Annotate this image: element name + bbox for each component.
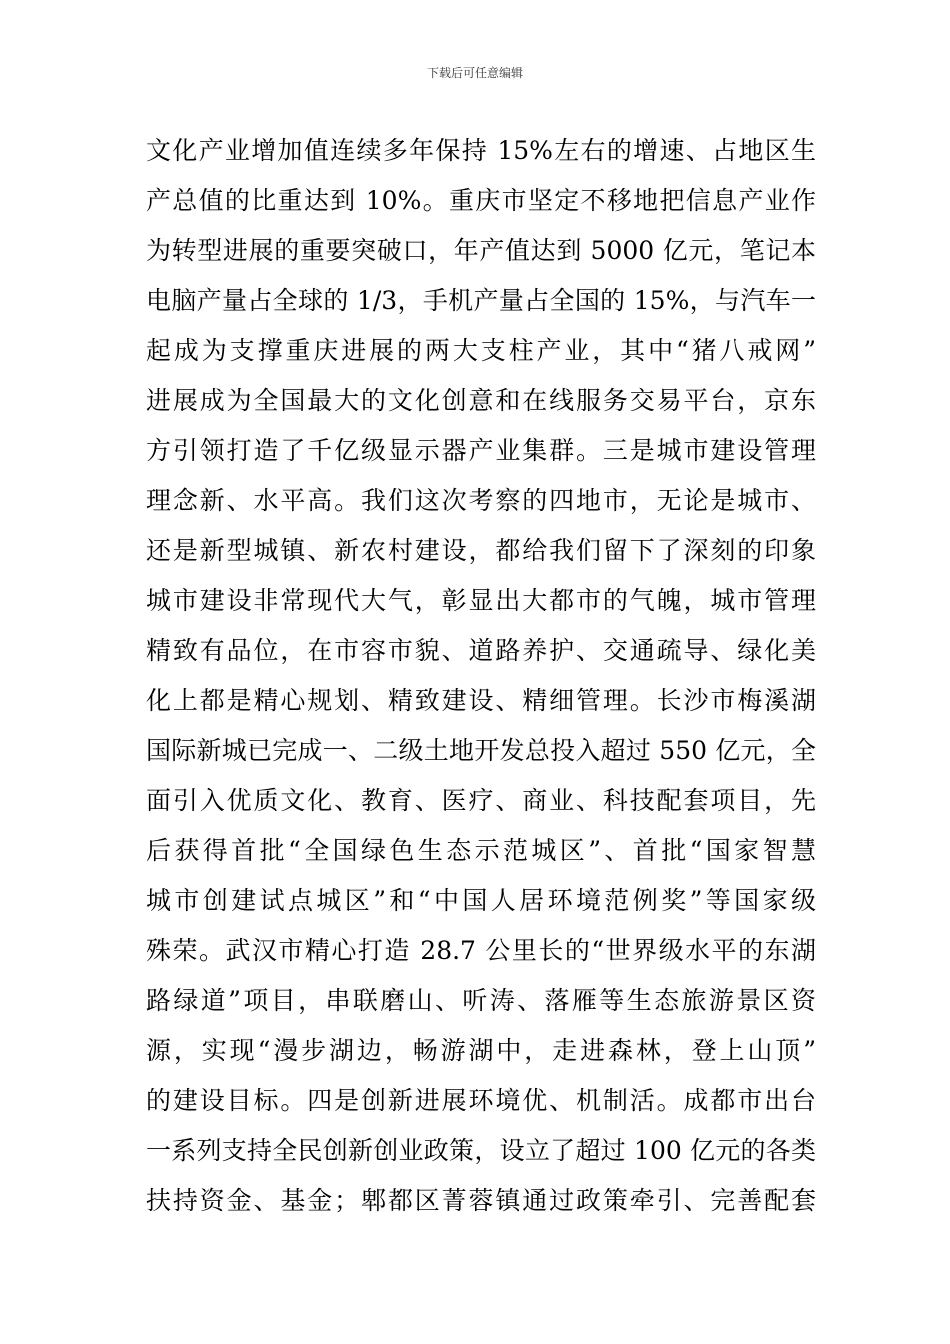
- text-line: 路绿道”项目，串联磨山、听涛、落雁等生态旅游景区资: [146, 986, 816, 1015]
- text-line: 城市创建试点城区”和“中国人居环境范例奖”等国家级: [146, 886, 816, 915]
- text-line: 方引领打造了千亿级显示器产业集群。三是城市建设管理: [146, 436, 816, 465]
- text-line: 后获得首批“全国绿色生态示范城区”、首批“国家智慧: [146, 836, 816, 865]
- text-line: 一系列支持全民创新创业政策，设立了超过 100 亿元的各类: [146, 1136, 816, 1165]
- page-header: 下载后可任意编辑: [426, 66, 523, 80]
- text-line: 殊荣。武汉市精心打造 28.7 公里长的“世界级水平的东湖: [146, 936, 816, 965]
- text-line: 城市建设非常现代大气，彰显出大都市的气魄，城市管理: [146, 586, 816, 615]
- body-text: [146, 126, 816, 1226]
- text-line: 理念新、水平高。我们这次考察的四地市，无论是城市、: [146, 486, 816, 515]
- text-line: 为转型进展的重要突破口，年产值达到 5000 亿元，笔记本: [146, 236, 816, 265]
- text-line: 产总值的比重达到 10%。重庆市坚定不移地把信息产业作: [146, 186, 816, 215]
- text-line: 化上都是精心规划、精致建设、精细管理。长沙市梅溪湖: [146, 686, 816, 715]
- text-line: 扶持资金、基金；郫都区菁蓉镇通过政策牵引、完善配套: [146, 1186, 816, 1215]
- text-line: 精致有品位，在市容市貌、道路养护、交通疏导、绿化美: [146, 636, 816, 665]
- text-line: 的建设目标。四是创新进展环境优、机制活。成都市出台: [146, 1086, 816, 1115]
- text-line: 源，实现“漫步湖边，畅游湖中，走进森林，登上山顶”: [146, 1036, 816, 1065]
- text-line: 起成为支撑重庆进展的两大支柱产业，其中“猪八戒网”: [146, 336, 816, 365]
- text-line: 还是新型城镇、新农村建设，都给我们留下了深刻的印象: [146, 536, 816, 565]
- text-line: 电脑产量占全球的 1/3，手机产量占全国的 15%，与汽车一: [146, 286, 816, 315]
- text-line: 进展成为全国最大的文化创意和在线服务交易平台，京东: [146, 386, 816, 415]
- text-line: 国际新城已完成一、二级土地开发总投入超过 550 亿元，全: [146, 736, 816, 765]
- text-line: 面引入优质文化、教育、医疗、商业、科技配套项目，先: [146, 786, 816, 815]
- text-line: 文化产业增加值连续多年保持 15%左右的增速、占地区生: [146, 136, 816, 165]
